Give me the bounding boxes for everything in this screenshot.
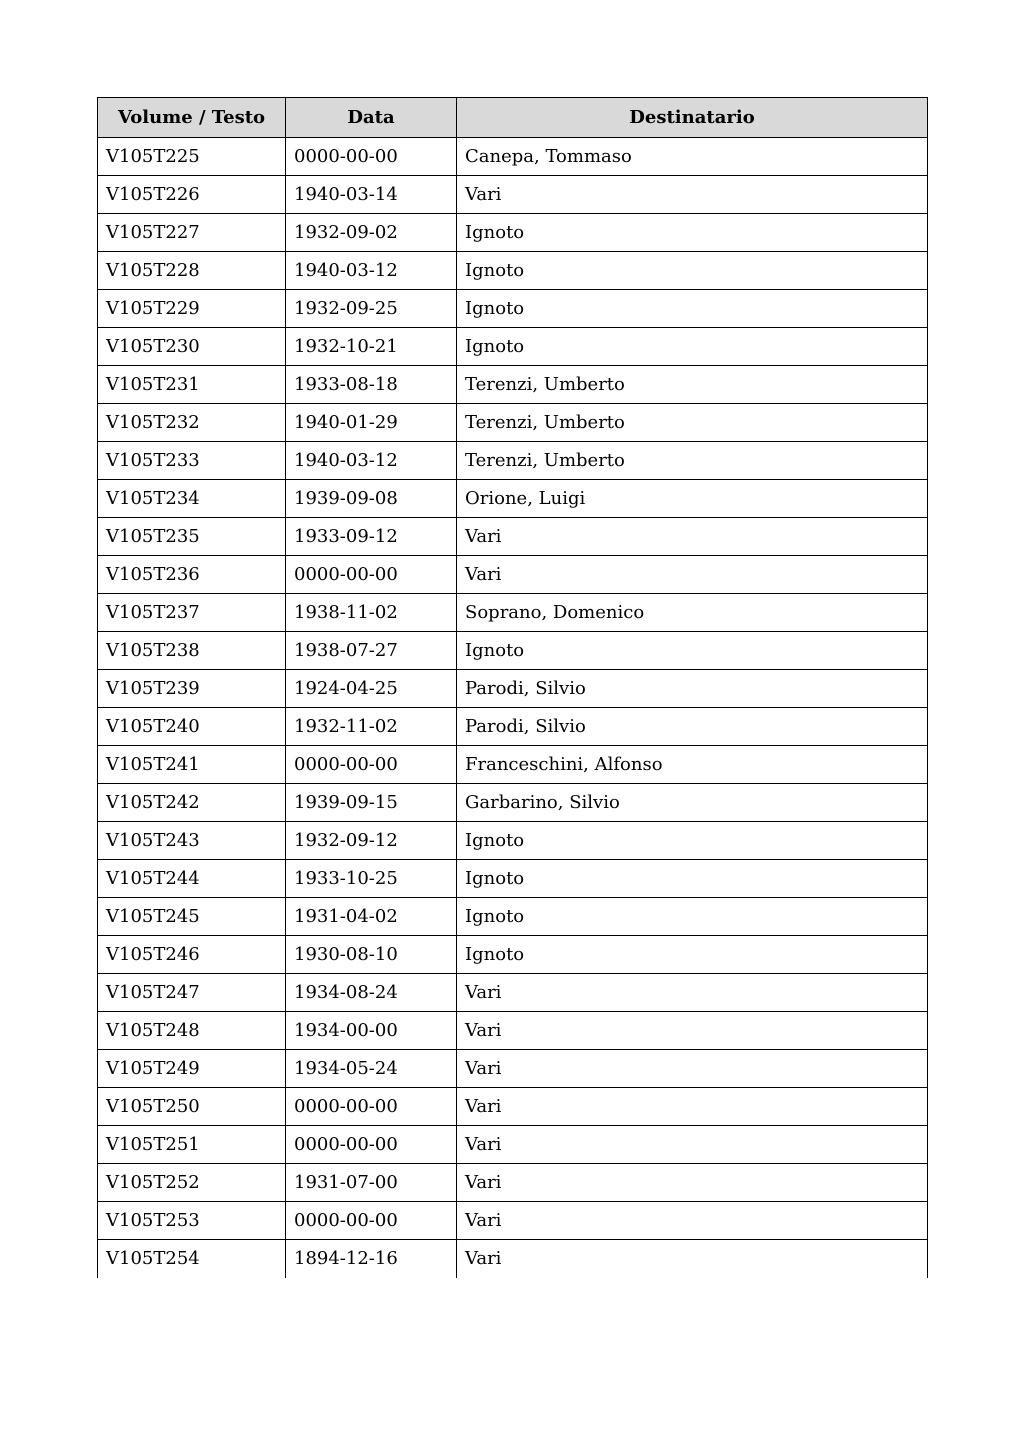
cell-data: 1938-11-02 <box>286 594 457 632</box>
table-row <box>98 176 928 214</box>
cell-data: 1939-09-08 <box>286 480 457 518</box>
cell-destinatario: Terenzi, Umberto <box>457 442 928 480</box>
cell-volume-testo: V105T231 <box>98 366 286 404</box>
cell-data: 0000-00-00 <box>286 1202 457 1240</box>
cell-volume-testo: V105T254 <box>98 1240 286 1278</box>
cell-volume-testo: V105T236 <box>98 556 286 594</box>
table-row <box>98 708 928 746</box>
cell-destinatario: Vari <box>457 1012 928 1050</box>
cell-data: 1934-00-00 <box>286 1012 457 1050</box>
cell-destinatario: Vari <box>457 1050 928 1088</box>
cell-volume-testo: V105T253 <box>98 1202 286 1240</box>
cell-destinatario: Vari <box>457 518 928 556</box>
cell-destinatario: Ignoto <box>457 252 928 290</box>
cell-volume-testo: V105T243 <box>98 822 286 860</box>
table-row <box>98 1202 928 1240</box>
cell-volume-testo: V105T246 <box>98 936 286 974</box>
cell-volume-testo: V105T235 <box>98 518 286 556</box>
cell-destinatario: Parodi, Silvio <box>457 708 928 746</box>
table-row <box>98 328 928 366</box>
cell-destinatario: Ignoto <box>457 822 928 860</box>
table-row <box>98 936 928 974</box>
cell-data: 0000-00-00 <box>286 556 457 594</box>
cell-volume-testo: V105T234 <box>98 480 286 518</box>
cell-destinatario: Terenzi, Umberto <box>457 366 928 404</box>
table-row <box>98 556 928 594</box>
cell-destinatario: Vari <box>457 556 928 594</box>
cell-data: 1932-09-12 <box>286 822 457 860</box>
cell-destinatario: Soprano, Domenico <box>457 594 928 632</box>
cell-data: 1932-10-21 <box>286 328 457 366</box>
table-row <box>98 290 928 328</box>
cell-data: 1933-08-18 <box>286 366 457 404</box>
cell-volume-testo: V105T229 <box>98 290 286 328</box>
cell-volume-testo: V105T240 <box>98 708 286 746</box>
cell-volume-testo: V105T225 <box>98 138 286 176</box>
cell-data: 1934-05-24 <box>286 1050 457 1088</box>
cell-destinatario: Ignoto <box>457 214 928 252</box>
cell-data: 1894-12-16 <box>286 1240 457 1278</box>
table-row <box>98 1050 928 1088</box>
cell-volume-testo: V105T227 <box>98 214 286 252</box>
table-row <box>98 1088 928 1126</box>
table-row <box>98 252 928 290</box>
cell-data: 1933-09-12 <box>286 518 457 556</box>
cell-data: 0000-00-00 <box>286 1088 457 1126</box>
cell-data: 1933-10-25 <box>286 860 457 898</box>
table-row <box>98 442 928 480</box>
cell-volume-testo: V105T226 <box>98 176 286 214</box>
cell-volume-testo: V105T241 <box>98 746 286 784</box>
table-row <box>98 632 928 670</box>
cell-data: 1939-09-15 <box>286 784 457 822</box>
cell-data: 0000-00-00 <box>286 1126 457 1164</box>
cell-destinatario: Garbarino, Silvio <box>457 784 928 822</box>
cell-data: 1934-08-24 <box>286 974 457 1012</box>
cell-destinatario: Ignoto <box>457 898 928 936</box>
table-row <box>98 860 928 898</box>
cell-volume-testo: V105T244 <box>98 860 286 898</box>
cell-destinatario: Parodi, Silvio <box>457 670 928 708</box>
cell-data: 1924-04-25 <box>286 670 457 708</box>
header-volume-testo: Volume / Testo <box>98 98 286 138</box>
cell-data: 1931-04-02 <box>286 898 457 936</box>
cell-data: 1940-03-12 <box>286 252 457 290</box>
table-body <box>98 138 928 1278</box>
cell-destinatario: Ignoto <box>457 290 928 328</box>
letters-index-table <box>97 97 928 1278</box>
table-row <box>98 138 928 176</box>
cell-data: 1932-11-02 <box>286 708 457 746</box>
table-row <box>98 214 928 252</box>
table-row <box>98 1240 928 1278</box>
cell-volume-testo: V105T238 <box>98 632 286 670</box>
table-row <box>98 1164 928 1202</box>
table-row <box>98 784 928 822</box>
cell-data: 1940-01-29 <box>286 404 457 442</box>
cell-volume-testo: V105T232 <box>98 404 286 442</box>
cell-volume-testo: V105T248 <box>98 1012 286 1050</box>
cell-volume-testo: V105T230 <box>98 328 286 366</box>
cell-data: 1938-07-27 <box>286 632 457 670</box>
cell-volume-testo: V105T249 <box>98 1050 286 1088</box>
cell-destinatario: Terenzi, Umberto <box>457 404 928 442</box>
cell-data: 1932-09-02 <box>286 214 457 252</box>
cell-volume-testo: V105T237 <box>98 594 286 632</box>
table-row <box>98 518 928 556</box>
header-destinatario: Destinatario <box>457 98 928 138</box>
cell-destinatario: Ignoto <box>457 328 928 366</box>
cell-destinatario: Vari <box>457 1202 928 1240</box>
cell-destinatario: Canepa, Tommaso <box>457 138 928 176</box>
table-row <box>98 822 928 860</box>
cell-volume-testo: V105T242 <box>98 784 286 822</box>
table-row <box>98 594 928 632</box>
cell-destinatario: Ignoto <box>457 632 928 670</box>
header-data: Data <box>286 98 457 138</box>
cell-volume-testo: V105T233 <box>98 442 286 480</box>
cell-data: 1932-09-25 <box>286 290 457 328</box>
cell-destinatario: Orione, Luigi <box>457 480 928 518</box>
table-row <box>98 670 928 708</box>
cell-data: 1931-07-00 <box>286 1164 457 1202</box>
cell-volume-testo: V105T250 <box>98 1088 286 1126</box>
cell-destinatario: Vari <box>457 1164 928 1202</box>
table-row <box>98 366 928 404</box>
table-header-row <box>98 98 928 138</box>
cell-volume-testo: V105T228 <box>98 252 286 290</box>
cell-data: 0000-00-00 <box>286 138 457 176</box>
table-row <box>98 974 928 1012</box>
cell-volume-testo: V105T245 <box>98 898 286 936</box>
cell-volume-testo: V105T251 <box>98 1126 286 1164</box>
cell-destinatario: Vari <box>457 1088 928 1126</box>
cell-destinatario: Franceschini, Alfonso <box>457 746 928 784</box>
cell-volume-testo: V105T252 <box>98 1164 286 1202</box>
table-row <box>98 746 928 784</box>
table-row <box>98 480 928 518</box>
cell-destinatario: Ignoto <box>457 936 928 974</box>
cell-destinatario: Vari <box>457 1240 928 1278</box>
cell-data: 1930-08-10 <box>286 936 457 974</box>
cell-data: 0000-00-00 <box>286 746 457 784</box>
table-row <box>98 1012 928 1050</box>
cell-destinatario: Vari <box>457 1126 928 1164</box>
cell-volume-testo: V105T247 <box>98 974 286 1012</box>
table-row <box>98 898 928 936</box>
cell-destinatario: Ignoto <box>457 860 928 898</box>
cell-data: 1940-03-12 <box>286 442 457 480</box>
table-row <box>98 1126 928 1164</box>
cell-destinatario: Vari <box>457 974 928 1012</box>
cell-data: 1940-03-14 <box>286 176 457 214</box>
cell-destinatario: Vari <box>457 176 928 214</box>
cell-volume-testo: V105T239 <box>98 670 286 708</box>
table-row <box>98 404 928 442</box>
